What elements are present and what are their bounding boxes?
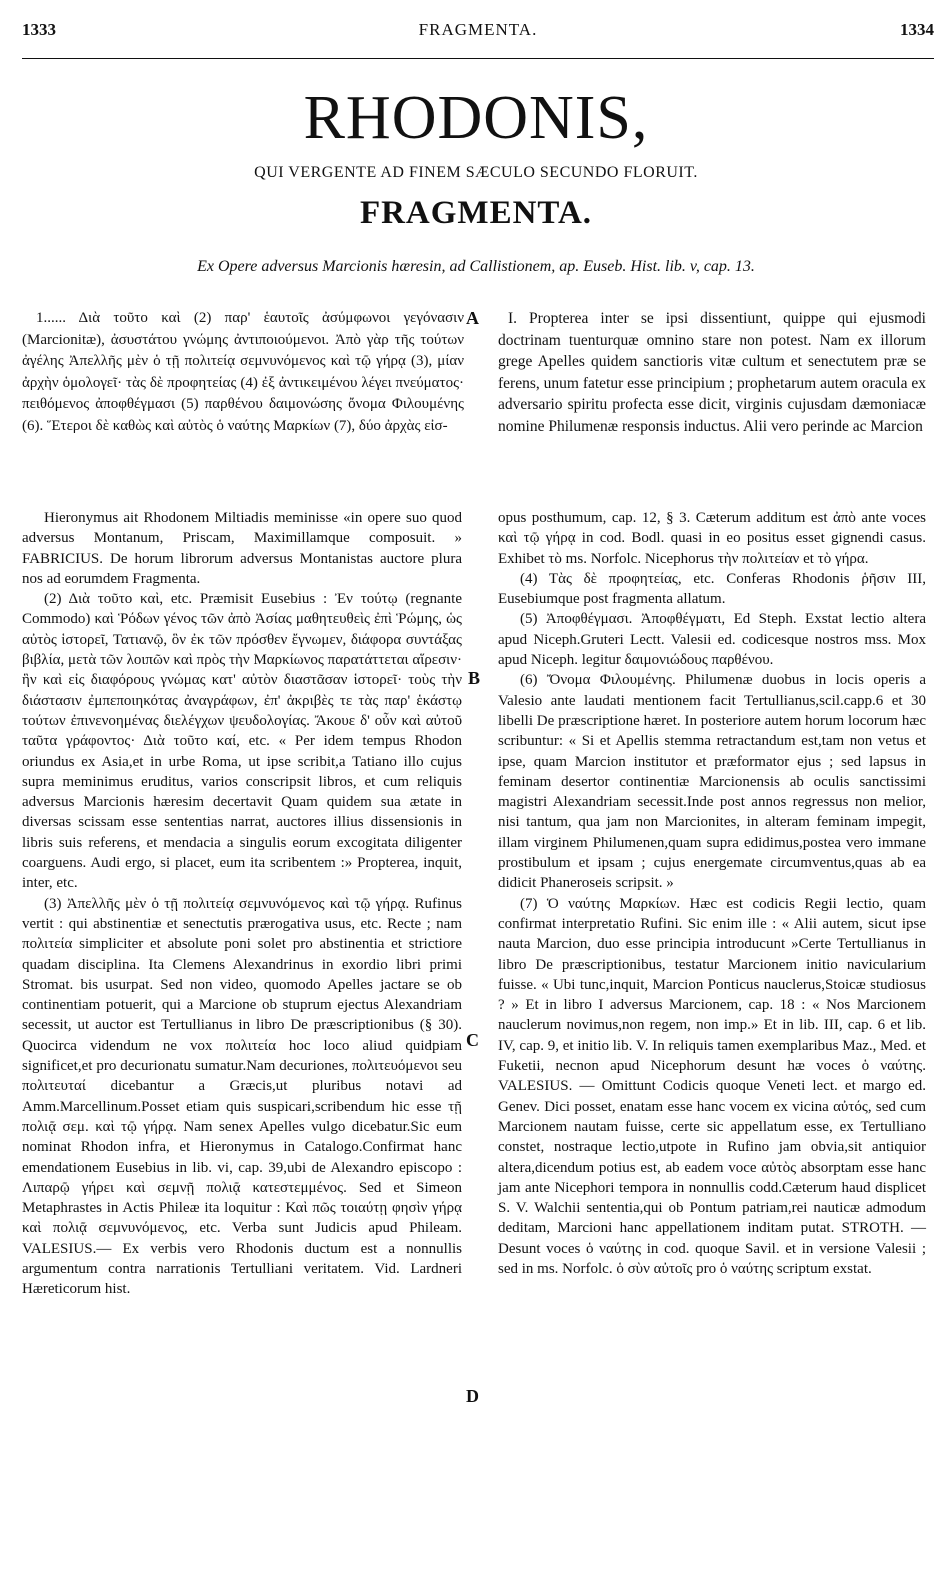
margin-marker-d: D xyxy=(466,1386,479,1406)
greek-paragraph: 1...... Διὰ τοῦτο καὶ (2) παρ' ἑαυτοῖς ἀσύμφωνοι γεγόνασιν (Marcionitæ), ἀσυστάτου γνώμης ἀντιποιούμενοι. Ἀπὸ γὰρ τῆς τούτων ἀγέλης Ἀπελλῆς μὲν ὁ τῇ πολιτείᾳ σεμνυνόμενος καὶ τῷ γήρᾳ (3), μίαν ἀρχὴν ὁμολογεῖ· τὰς δὲ προφητείας (4) ἐξ ἀντικειμένου λέγει πνεύματος· πειθόμενος ἀποφθέγμασι (5) παρθένου δαιμονώσης ὄνομα Φιλουμένης (6). Ἕτεροι δὲ καθὼς καὶ αὐτὸς ὁ ναύτης Μαρκίων (7), δύο ἀρχὰς εἰσ- xyxy=(22,310,464,434)
fragmenta-heading: FRAGMENTA. xyxy=(359,195,593,231)
running-title: FRAGMENTA. xyxy=(418,20,538,39)
source-line: Ex Opere adversus Marcionis hæresin, ad Callistionem, ap. Euseb. Hist. lib. v, cap. 13. xyxy=(197,258,755,275)
margin-marker-c: C xyxy=(466,1030,479,1050)
footnote: (5) Ἀποφθέγμασι. Ἀποφθέγματι, Ed Steph. Exstat lectio altera apud Niceph.Gruteri Lectt. Valesii ed. codicesque nostros mss. Mox apud Niceph. legitur δαιμονιώδους παρθένου. xyxy=(498,611,926,669)
margin-marker-a: A xyxy=(466,308,479,328)
footnote: (2) Διὰ τοῦτο καὶ, etc. Præmisit Eusebius : Ἐν τούτῳ (regnante Commodo) καὶ Ῥόδων γένος τῶν ἀπὸ Ἀσίας μαθητευθεὶς ἐπὶ Ῥώμης, ὡς αὐτὸς ἱστορεῖ, Τατιανῷ, ὃν ἐκ τῶν πρόσθεν ἔγνωμεν, διάφορα συντάξας βιβλία, μετὰ τῶν λοιπῶν καὶ πρὸς τὴν Μαρκίωνος παρατάττεται αἵρεσιν· ἣν καὶ εἰς διαφόρους γνώμας κατ' αὐτὸν διαστᾶσαν ἱστορεῖ· τοὺς τὴν διάστασιν ἐμπεποιηκότας ἀναγράφων, ἐπ' ἀκριβὲς τε τὰς παρ' ἑκάστῳ τούτων ἐπινενοημένας διελέγχων ψευδολογίας. Ἄκουε δ' οὖν καὶ αὐτοῦ ταῦτα γράφοντος· Διὰ τοῦτο καί, etc. « Per idem tempus Rhodon oriundus ex Asia,et in urbe Roma, ut ipse scribit,a Tatiano illo cujus supra meminimus eruditus, varios conscripsit libros, et cum reliquis adversus Marcionis hæresim decertavit Quam quidem sua ætate in diversas scissam esse sententias narrat, auctores illius dissensionis in libris suis referens, et mendacia a singulis eorum excogitata diligenter coarguens. Audi ergo, si placet, eum ita scribentem :» Propterea, inquit, inter, etc. xyxy=(22,591,462,892)
right-page-number: 1334 xyxy=(900,20,934,39)
latin-text-column xyxy=(498,308,926,437)
footnote: opus posthumum, cap. 12, § 3. Cæterum additum est ἀπὸ ante voces καὶ τῷ γήρᾳ in cod. Bodl. quasi in eo positus esset gignendi casus. Exhibet τὸ ms. Norfolc. Nicephorus τὴν πολιτείαν et τὸ γήρα. xyxy=(498,510,926,567)
greek-text-column xyxy=(22,308,464,437)
latin-paragraph: I. Propterea inter se ipsi dissentiunt, quippe qui ejusmodi doctrinam tuenturquæ omnino stare non potest. Nam ex illorum grege Apelles quidem sanctioris vitæ cultum et senectutem præ se ferens, unum fatetur esse principium ; prophetarum autem oracula ex adversario spiritu profecta esse dicit, virginis cujusdam dæmoniacæ nomine Philumenæ responsis inductus. Alii vero perinde ac Marcion xyxy=(498,310,926,435)
footnote: (4) Τὰς δὲ προφητείας, etc. Conferas Rhodonis ῥῆσιν III, Eusebiumque post fragmenta allatum. xyxy=(498,570,926,608)
notes-right-column xyxy=(498,508,926,1279)
left-page-number: 1333 xyxy=(22,20,56,39)
margin-marker-b: B xyxy=(468,668,481,688)
page-title: RHODONIS, xyxy=(303,84,649,152)
page-subtitle: QUI VERGENTE AD FINEM SÆCULO SECUNDO FLORUIT. xyxy=(254,164,698,181)
header-rule xyxy=(22,58,934,59)
footnote: Hieronymus ait Rhodonem Miltiadis meminisse «in opere suo quod adversus Montanum, Priscam, Maximillamque composuit. » FABRICIUS. De horum librorum adversus Montanistas auctore plura nos ad eorumdem Fragmenta. xyxy=(22,510,462,587)
running-header xyxy=(22,20,934,44)
notes-left-column xyxy=(22,508,462,1300)
footnote: (7) Ὁ ναύτης Μαρκίων. Hæc est codicis Regii lectio, quam confirmat interpretatio Rufini. Sic enim ille : « Alii autem, sicut ipse nauta Marcion, duo esse principia introducunt »Certe Tertullianus in libro De præscriptionibus, testatur Marcionem initio navicularium fuisse. « Ubi tunc,inquit, Marcion Ponticus nauclerus,Stoicæ studiosus ? » Et in libro I adversus Marcionem, cap. 18 : « Nos Marcionem nauclerum novimus,non regem, non imp.» Et in lib. III, cap. 6 et lib. IV, cap. 9, et initio lib. V. In reliquis tamen exemplaribus Maz., Med. et Fuketii, necnon apud Nicephorum desunt hæ voces ὁ ναύτης. VALESIUS. — Omittunt Codicis quoque Veneti lect. et margo ed. Genev. Dici posset, enatam esse hanc vocem ex vicina αὐτός, sed cum Marcionem nautam fuisse, certe sic appellatum esse, ex Tertulliano constet, nostraque lectio,utpote in Rufino jam obvia,sit antiquior altera,dicendum potius est, ab eadem voce αὐτὸς absorptam esse hanc jam ante Nicephori tempora in nonnullis codd.Cæterum haud displicet S. V. Walchii sententia,qui ob Pontum patriam,rei nauticæ admodum deditam, Marcioni hanc appellationem inditam putat. STROTH. — Desunt voces ὁ ναύτης in cod. quoque Savil. et in versione Valesii ; sed in ms. Norfolc. ὁ σὺν αὐτοῖς pro ὁ ναύτης scriptum exstat. xyxy=(498,895,926,1277)
footnote: (3) Ἀπελλῆς μὲν ὁ τῇ πολιτείᾳ σεμνυνόμενος καὶ τῷ γήρᾳ. Rufinus vertit : qui abstinentiæ et senectutis prærogativa usus, etc. Recte ; nam πολιτεία simpliciter et absolute poni solet pro abstinentia et strictiore quadam disciplina. Ita Clemens Alexandrinus in exordio libri primi Stromat. bis usurpat. Sed non video, quomodo Apelles jactare se ob continentiam potuerit, qui a Marcione ob stuprum ejectus Alexandriam secessit, ut auctor est Tertullianus in libro De præscriptionibus (§ 30). Quocirca videndum ne vox πολιτεία hoc loco aliud quidpiam significet,et pro decurionatu sumatur.Nam decuriones, πολιτευόμενοι seu πολιτευταί dicebantur a Græcis,ut pluribus notavi ad Amm.Marcellinum.Posset etiam quis suspicari,scribendum hic esse τῇ πολιᾷ σεμ. καὶ τῷ γήρᾳ. Nam senex Apelles vulgo dicebatur.Sic eum nominat Rhodon infra, et Hieronymus in Catalogo.Confirmat hanc emendationem Eusebius in lib. vi, cap. 39,ubi de Alexandro episcopo : Λιπαρῷ γήρει καὶ σεμνῇ πολιᾷ κατεστεμμένος. Sed et Simeon Metaphrastes in Actis Phileæ ita loquitur : Καὶ πῶς τοιαύτῃ φησὶν γήρᾳ καὶ πολιᾷ σεμνυνόμενος, etc. Verba sunt Judicis apud Phileam. VALESIUS.— Ex verbis vero Rhodonis ductum est a nonnullis argumentum contra narrationis Tertulliani veritatem. Vid. Lardneri Hæreticorum hist. xyxy=(22,895,462,1298)
footnote: (6) Ὄνομα Φιλουμένης. Philumenæ duobus in locis operis a Valesio ante laudati mentionem facit Tertullianus,scil.capp.6 et 30 libelli De præscriptione hæret. In posteriore autem horum locorum hæc scribuntur: « Si et Apellis stemma retractandum est,tam non vetus et ipse, quam Marcion institutor et præformator ejus ; sed lapsus in feminam desertor continentiæ Marcionensis ab oculis sanctissimi magistri Alexandriam secessit.Inde post annos regressus non melior, nisi tantum, qua jam non Marcionites, in alteram feminam impegit, illam virginem Philumenen,quam supra edidimus,postea vero immane prostibulum et ipsam ; cujus energemate circumventus,quas ab ea didicit Phaneroseis scripsit. » xyxy=(498,672,926,892)
